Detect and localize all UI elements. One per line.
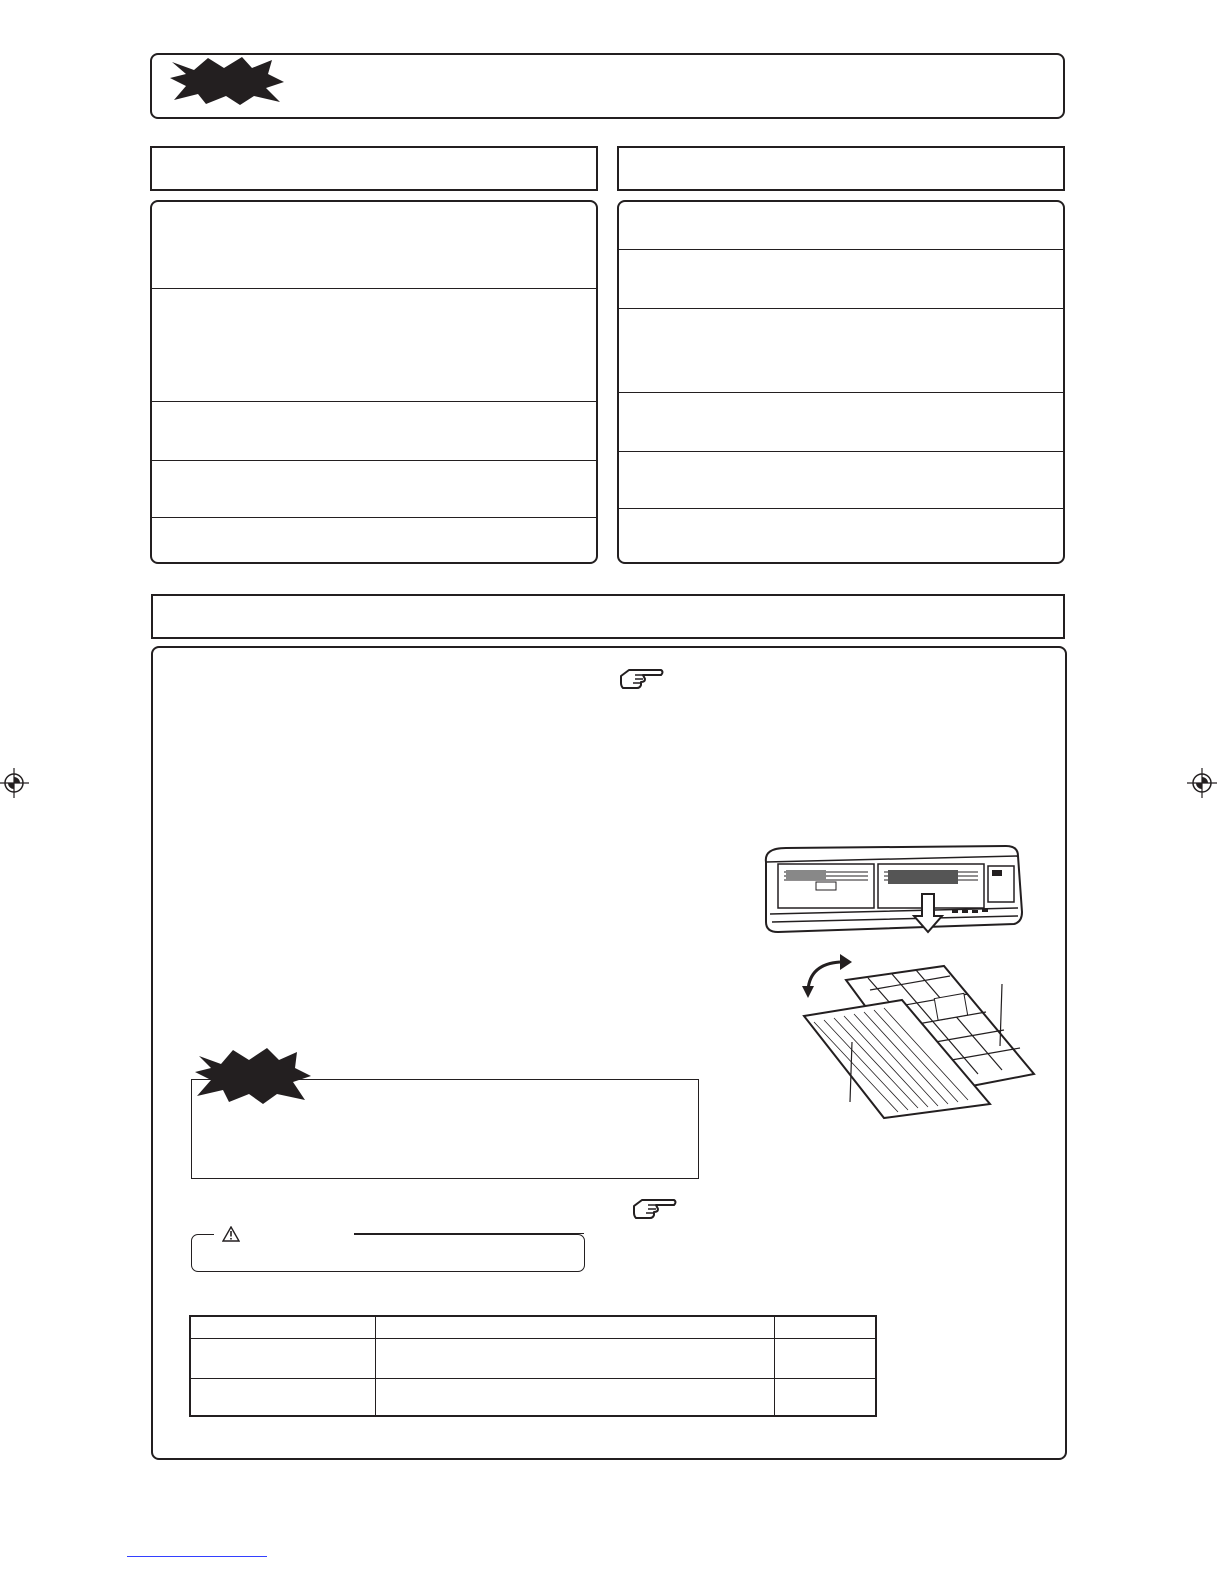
registration-mark-right [1187, 768, 1217, 798]
right-list-panel [617, 200, 1065, 564]
table-header-row [190, 1316, 876, 1338]
warning-triangle-icon [222, 1226, 240, 1242]
list-divider [152, 517, 596, 518]
table-cell [376, 1378, 775, 1416]
top-notice-banner [150, 53, 1065, 119]
air-filter-illustration [790, 950, 1045, 1120]
table-cell [775, 1338, 877, 1378]
list-divider [152, 288, 596, 289]
right-section-header [617, 146, 1065, 191]
table-row [190, 1378, 876, 1416]
caution-header-rule [354, 1233, 584, 1234]
table-cell [775, 1316, 877, 1338]
list-divider [619, 508, 1063, 509]
table-row [190, 1338, 876, 1378]
table-cell [190, 1338, 376, 1378]
list-divider [152, 401, 596, 402]
pointing-hand-icon [619, 666, 665, 692]
table-cell [190, 1316, 376, 1338]
table-cell [376, 1338, 775, 1378]
left-section-header [150, 146, 598, 191]
list-divider [619, 249, 1063, 250]
table-cell [775, 1378, 877, 1416]
pointing-hand-icon [632, 1196, 678, 1222]
list-divider [619, 308, 1063, 309]
list-divider [152, 460, 596, 461]
maintenance-section-header [151, 594, 1065, 639]
indoor-unit-illustration [756, 842, 1031, 942]
table-cell [190, 1378, 376, 1416]
list-divider [619, 451, 1063, 452]
registration-mark-left [0, 768, 29, 798]
starburst-badge-icon [168, 56, 286, 106]
specification-table [189, 1315, 877, 1417]
list-divider [619, 392, 1063, 393]
starburst-badge-icon [193, 1046, 313, 1106]
footer-link-underline[interactable] [127, 1556, 267, 1557]
table-cell [376, 1316, 775, 1338]
left-list-panel [150, 200, 598, 564]
